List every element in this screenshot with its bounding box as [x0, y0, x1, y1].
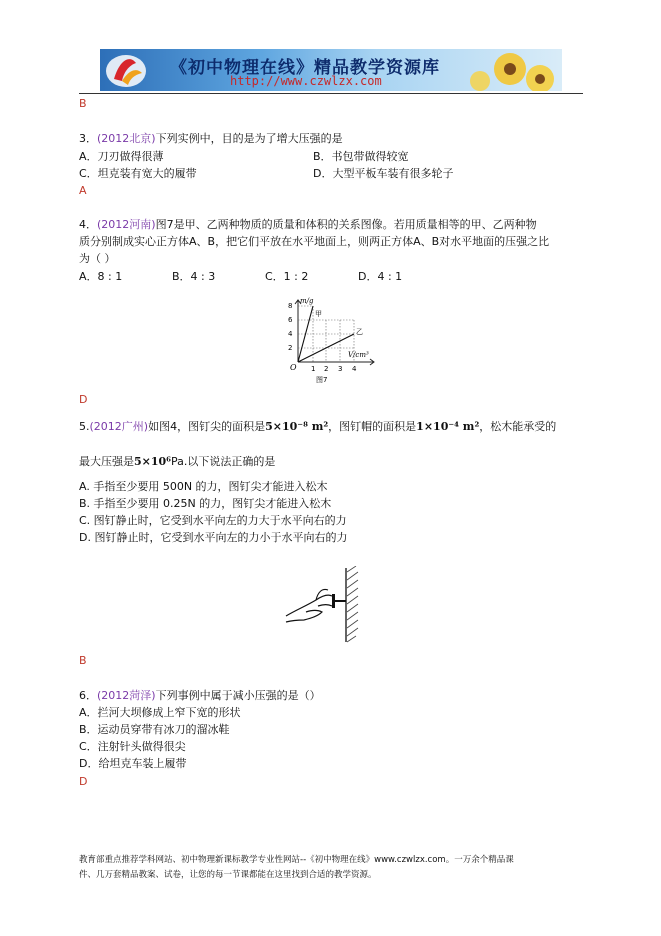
q5-option-c: C. 图钉静止时，它受到水平向左的力大于水平向右的力: [79, 514, 347, 527]
question-4-stem-line2: 质分别制成实心正方体A、B，把它们平放在水平地面上，则两正方体A、B对水平地面的压强之比: [79, 235, 550, 248]
x-axis-label: V/cm³: [348, 351, 369, 359]
question-text: 下列事例中属于减小压强的是（）: [155, 689, 321, 702]
question-3-stem: [79, 132, 343, 146]
x-tick: 4: [352, 365, 357, 373]
question-number: 4．: [79, 218, 97, 231]
x-tick: 1: [311, 365, 316, 373]
max-pressure: 5×10⁶: [134, 455, 171, 468]
banner-title: 《初中物理在线》精品教学资源库: [170, 58, 440, 78]
q6-option-b: B．运动员穿带有冰刀的溜冰鞋: [79, 723, 230, 736]
question-text: ，图钉帽的面积是: [328, 420, 417, 433]
q3-option-b: B．书包带做得较宽: [313, 150, 409, 163]
q4-option-d: D．4 : 1: [358, 270, 403, 283]
question-5-stem: [79, 420, 556, 434]
y-tick: 2: [288, 344, 293, 352]
q4-option-b: B．4 : 3: [172, 270, 216, 283]
q4-option-a: A．8 : 1: [79, 270, 123, 283]
q4-answer: D: [79, 393, 88, 406]
header-divider: [79, 93, 583, 94]
footer-line-2: 件、几万套精品教案、试卷，让您的每一节课都能在这里找到合适的教学资源。: [79, 870, 377, 880]
question-source: (2012北京): [97, 132, 156, 145]
question-text: Pa.以下说法正确的是: [171, 455, 276, 468]
x-tick: 2: [324, 365, 329, 373]
q3-answer: A: [79, 184, 87, 197]
y-axis-label: m/g: [300, 297, 314, 305]
question-6-stem: [79, 689, 321, 703]
q5-option-d: D. 图钉静止时，它受到水平向左的力小于水平向右的力: [79, 531, 348, 544]
question-5-stem-line2: [79, 455, 275, 469]
series-jia-label: 甲: [315, 310, 322, 318]
thumbtack-figure: [282, 566, 366, 644]
question-number: 3．: [79, 132, 97, 145]
footer-line-1: 教育部重点推荐学科网站、初中物理新课标教学专业性网站--《初中物理在线》www.czwlzx.com。一万余个精品课: [79, 855, 514, 865]
question-source: (2012广州): [89, 420, 149, 433]
q6-answer: D: [79, 775, 88, 788]
question-source: (2012河南): [97, 218, 156, 231]
question-text: 图7是甲、乙两种物质的质量和体积的关系图像。若用质量相等的甲、乙两种物: [155, 218, 537, 231]
prev-answer: B: [79, 97, 87, 110]
q6-option-d: D．给坦克车装上履带: [79, 757, 187, 770]
q4-option-c: C．1 : 2: [265, 270, 309, 283]
cap-area: 1×10⁻⁴ m²: [416, 420, 480, 433]
q3-option-c: C．坦克装有宽大的履带: [79, 167, 197, 180]
question-text: ，松木能承受的: [479, 420, 557, 433]
banner-url[interactable]: http://www.czwlzx.com: [230, 74, 382, 88]
tip-area: 5×10⁻⁸ m²: [265, 420, 329, 433]
y-tick: 6: [288, 316, 293, 324]
series-yi-label: 乙: [356, 328, 363, 336]
question-text: 最大压强是: [79, 455, 134, 468]
figure-caption: 图7: [316, 376, 328, 384]
q3-option-d: D．大型平板车装有很多轮子: [313, 167, 454, 180]
q3-option-a: A．刀刃做得很薄: [79, 150, 164, 163]
x-tick: 3: [338, 365, 343, 373]
question-number: 5.: [79, 420, 90, 433]
origin-label: O: [290, 363, 297, 372]
question-text: 如图4，图钉尖的面积是: [148, 420, 266, 433]
q5-answer: B: [79, 654, 87, 667]
question-4-stem: [79, 218, 537, 232]
q6-option-a: A．拦河大坝修成上窄下宽的形状: [79, 706, 241, 719]
question-text: 下列实例中，目的是为了增大压强的是: [155, 132, 343, 145]
q6-option-c: C．注射针头做得很尖: [79, 740, 186, 753]
header-banner: [100, 49, 562, 91]
question-number: 6．: [79, 689, 97, 702]
question-4-stem-line3: 为（ ）: [79, 252, 116, 265]
figure-7-graph: [282, 294, 382, 386]
question-source: (2012菏泽): [97, 689, 156, 702]
q5-option-b: B. 手指至少要用 0.25N 的力，图钉尖才能进入松木: [79, 497, 332, 510]
q5-option-a: A. 手指至少要用 500N 的力，图钉尖才能进入松木: [79, 480, 328, 493]
y-tick: 4: [288, 330, 293, 338]
y-tick: 8: [288, 302, 293, 310]
